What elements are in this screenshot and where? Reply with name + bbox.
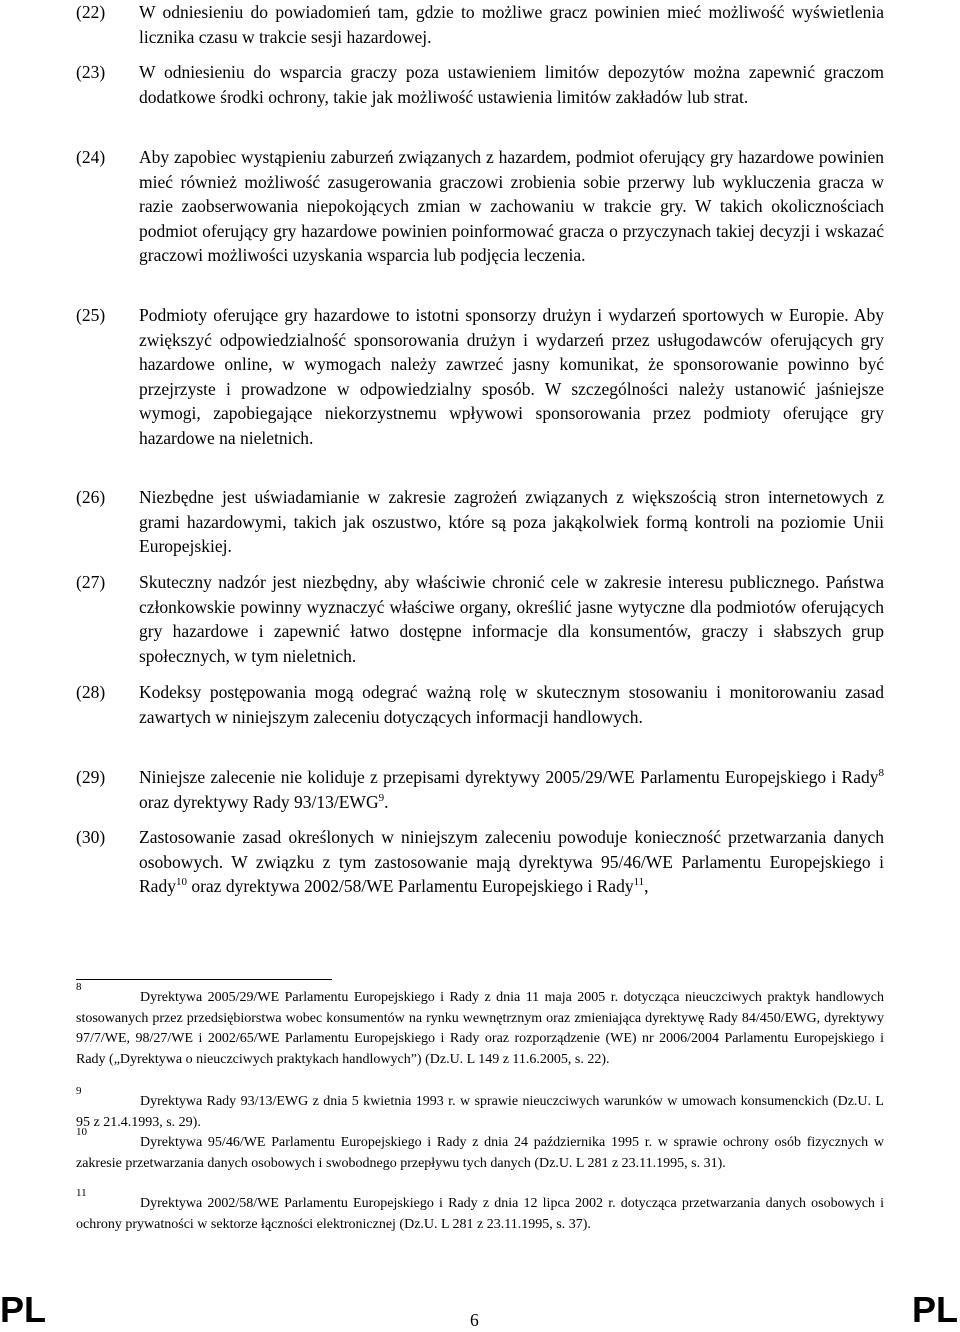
page-number: 6 — [470, 1310, 479, 1330]
recital-text — [139, 825, 884, 899]
recital-text-part: oraz dyrektywy Rady 93/13/EWG — [139, 791, 379, 812]
footer-language-code-left: PL — [0, 1289, 47, 1330]
recital-number: (28) — [76, 682, 106, 702]
recital-text: Niezbędne jest uświadamianie w zakresie zagrożeń związanych z większością stron internetowych z grami hazardowymi, takich jak oszustwo, które są poza jakąkolwiek formą kontroli na poziomie Unii Europejskiej. — [139, 487, 884, 557]
recital-text: W odniesieniu do powiadomień tam, gdzie to możliwe gracz powinien mieć możliwość wyświetlenia licznika czasu w trakcie sesji hazardowej. — [139, 2, 884, 47]
footnote-8 — [76, 981, 884, 1070]
footnote-ref-10[interactable]: 10 — [175, 876, 187, 889]
recital-number: (25) — [76, 305, 106, 325]
recital-text-part: Zastosowanie zasad określonych w niniejszym zaleceniu powoduje konieczność przetwarzania danych osobowych. W związku z tym zastosowanie mają dyrektywa 95/46/WE Parlamentu Europejskiego i Rady — [139, 827, 884, 897]
footnote-number: 9 — [76, 1085, 82, 1097]
recital-text: Skuteczny nadzór jest niezbędny, aby właściwie chronić cele w zakresie interesu publicznego. Państwa członkowskie powinny wyznaczyć właściwe organy, określić jasne wytyczne dla podmiotów oferujących gry hazardowe i zapewnić łatwo dostępne informacje dla konsumentów, graczy i słabszych grup społecznych, w tym nieletnich. — [139, 572, 884, 666]
recital-text: Podmioty oferujące gry hazardowe to istotni sponsorzy drużyn i wydarzeń sportowych w Europie. Aby zwiększyć odpowiedzialność sponsorowania drużyn i wydarzeń przez usługodawców oferujących gry hazardowe online, w wymogach należy zawrzeć jasny komunikat, że sponsorowanie powinno być przejrzyste i prowadzone w odpowiedzialny sposób. W szczególności należy ustanowić jaśniejsze wymogi, zapobiegające niekorzystnemu wpływowi sponsorowania przez podmioty oferujące gry hazardowe na nieletnich. — [139, 305, 884, 448]
footnote-text: Dyrektywa 2002/58/WE Parlamentu Europejskiego i Rady z dnia 12 lipca 2002 r. dotycząca przetwarzania danych osobowych i ochrony prywatności w sektorze łączności elektronicznej (Dz.U. L 281 z 23.11.1995, s. 37). — [76, 1196, 884, 1232]
footnote-separator — [76, 979, 332, 980]
recital-text: Aby zapobiec wystąpieniu zaburzeń związanych z hazardem, podmiot oferujący gry hazardowe powinien mieć również możliwość zasugerowania graczowi zrobienia sobie przerwy lub wykluczenia gracza w razie zaobserwowania niepokojących zmian w zachowaniu w trakcie gry. W takich okolicznościach podmiot oferujący gry hazardowe powinien poinformować gracza o przyczynach takiej decyzji i wskazać graczowi możliwości uzyskania wsparcia lub podjęcia leczenia. — [139, 147, 884, 266]
recital-number: (23) — [76, 62, 106, 82]
recital-number: (29) — [76, 767, 106, 787]
footnote-text: Dyrektywa 95/46/WE Parlamentu Europejskiego i Rady z dnia 24 października 1995 r. w sprawie ochrony osób fizycznych w zakresie przetwarzania danych osobowych i swobodnego przepływu tych danych (Dz.U. L 281 z 23.11.1995, s. 31). — [76, 1135, 884, 1171]
footnote-ref-11[interactable]: 11 — [633, 876, 645, 889]
footnote-ref-8[interactable]: 8 — [878, 767, 884, 779]
recital-number: (30) — [76, 827, 106, 847]
recital-text: W odniesieniu do wsparcia graczy poza ustawieniem limitów depozytów można zapewnić graczom dodatkowe środki ochrony, takie jak możliwość ustawienia limitów zakładów lub strat. — [139, 62, 884, 107]
recital-text — [139, 765, 884, 814]
footnote-10 — [76, 1126, 884, 1174]
recital-text-part: Niniejsze zalecenie nie koliduje z przepisami dyrektywy 2005/29/WE Parlamentu Europejskiego i Rady — [139, 767, 879, 787]
recital-text-part: . — [384, 791, 389, 812]
recital-text: Kodeksy postępowania mogą odegrać ważną rolę w skutecznym stosowaniu i monitorowaniu zasad zawartych w niniejszym zaleceniu dotyczących informacji handlowych. — [139, 682, 884, 727]
footnote-text: Dyrektywa 2005/29/WE Parlamentu Europejskiego i Rady z dnia 11 maja 2005 r. dotycząca nieuczciwych praktyk handlowych stosowanych przez przedsiębiorstwa wobec konsumentów na rynku wewnętrznym oraz zmieniająca dyrektywę Rady 84/450/EWG, dyrektywy 97/7/WE, 98/27/WE i 2002/65/WE Parlamentu Europejskiego i Rady oraz rozporządzenie (WE) nr 2006/2004 Parlamentu Europejskiego i Rady („Dyrektywa o nieuczciwych praktykach handlowych”) (Dz.U. L 149 z 11.6.2005, s. 22). — [76, 990, 884, 1067]
recital-text-part: oraz dyrektywa 2002/58/WE Parlamentu Europejskiego i Rady — [186, 876, 634, 897]
footnote-text: Dyrektywa Rady 93/13/EWG z dnia 5 kwietnia 1993 r. w sprawie nieuczciwych warunków w umowach konsumenckich (Dz.U. L 95 z 21.4.1993, s. 29). — [76, 1094, 884, 1130]
recital-number: (22) — [76, 2, 106, 22]
footnote-11 — [76, 1187, 884, 1235]
footnote-number: 10 — [76, 1126, 87, 1138]
recital-number: (26) — [76, 487, 106, 507]
footnote-ref-9[interactable]: 9 — [378, 791, 385, 804]
footer-language-code-right: PL — [911, 1289, 958, 1330]
footnote-number: 11 — [76, 1187, 87, 1199]
recital-number: (24) — [76, 147, 106, 167]
footnote-9 — [76, 1085, 884, 1133]
recital-number: (27) — [76, 572, 106, 592]
recital-text-part: , — [644, 876, 649, 897]
footnote-number: 8 — [76, 981, 82, 993]
